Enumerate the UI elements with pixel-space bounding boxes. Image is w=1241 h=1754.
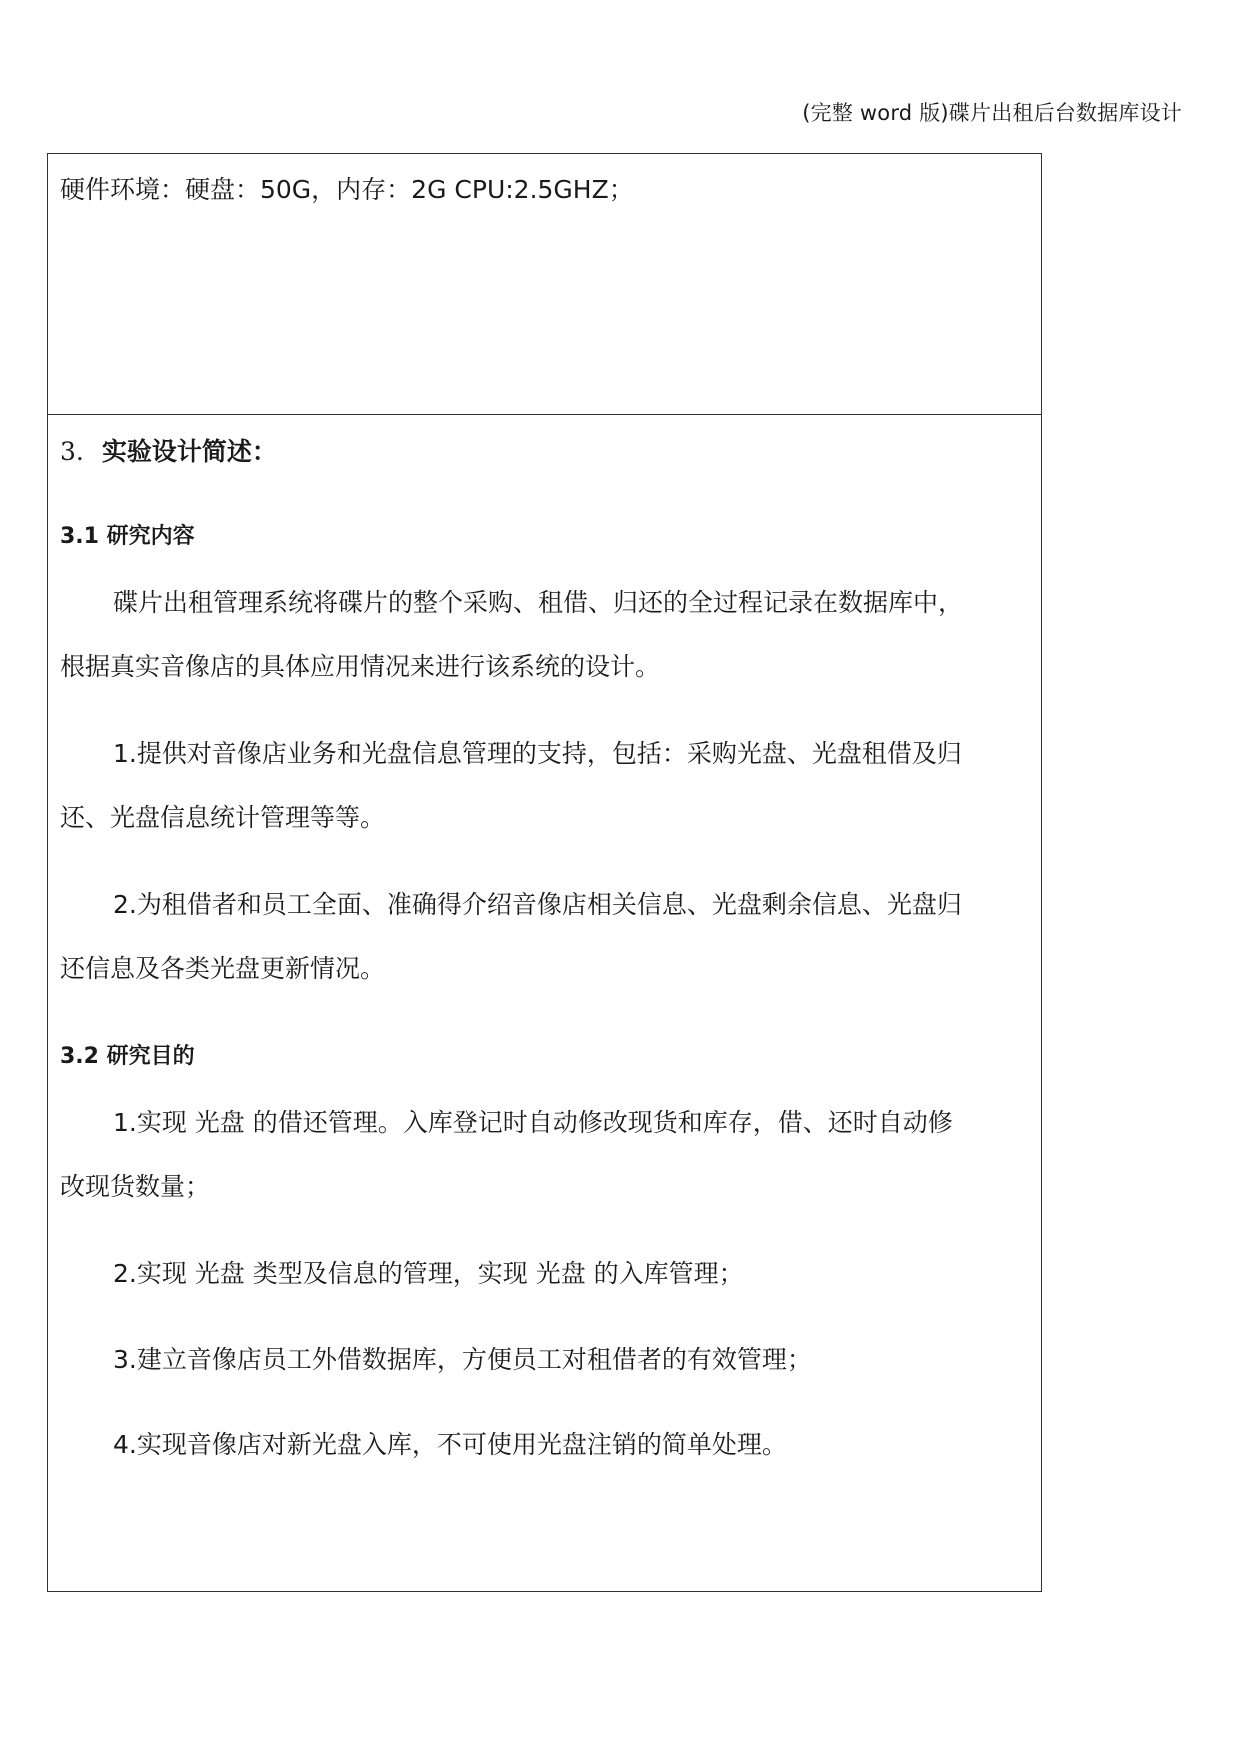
goal-paragraph-line: 3.建立音像店员工外借数据库，方便员工对租借者的有效管理； <box>113 1345 812 1374</box>
subsection-3-2-heading: 3.2 研究目的 <box>60 1044 195 1069</box>
content-paragraph-line: 2.为租借者和员工全面、准确得介绍音像店相关信息、光盘剩余信息、光盘归 <box>113 890 962 919</box>
goal-paragraph-line: 2.实现 光盘 类型及信息的管理，实现 光盘 的入库管理； <box>113 1259 744 1288</box>
design-summary-box <box>47 414 1042 1592</box>
section-3-number: 3. <box>60 437 84 466</box>
section-3-heading <box>60 432 277 468</box>
content-paragraph-line: 1.提供对音像店业务和光盘信息管理的支持，包括：采购光盘、光盘租借及归 <box>113 739 962 768</box>
page-header-title: (完整 word 版)碟片出租后台数据库设计 <box>802 101 1182 125</box>
goal-paragraph-line: 1.实现 光盘 的借还管理。入库登记时自动修改现货和库存，借、还时自动修 <box>113 1108 953 1137</box>
hardware-box <box>47 153 1042 415</box>
hardware-environment-line: 硬件环境：硬盘：50G，内存：2G CPU:2.5GHZ； <box>60 175 634 204</box>
content-paragraph-line: 还信息及各类光盘更新情况。 <box>60 954 386 983</box>
goal-paragraph-line: 4.实现音像店对新光盘入库，不可使用光盘注销的简单处理。 <box>113 1430 787 1459</box>
content-paragraph-line: 根据真实音像店的具体应用情况来进行该系统的设计。 <box>60 652 661 681</box>
content-paragraph-line: 还、光盘信息统计管理等等。 <box>60 803 386 832</box>
content-paragraph-line: 碟片出租管理系统将碟片的整个采购、租借、归还的全过程记录在数据库中， <box>113 588 964 617</box>
subsection-3-1-heading: 3.1 研究内容 <box>60 524 195 549</box>
goal-paragraph-line: 改现货数量； <box>60 1172 211 1201</box>
section-3-title: 实验设计简述： <box>101 437 277 466</box>
